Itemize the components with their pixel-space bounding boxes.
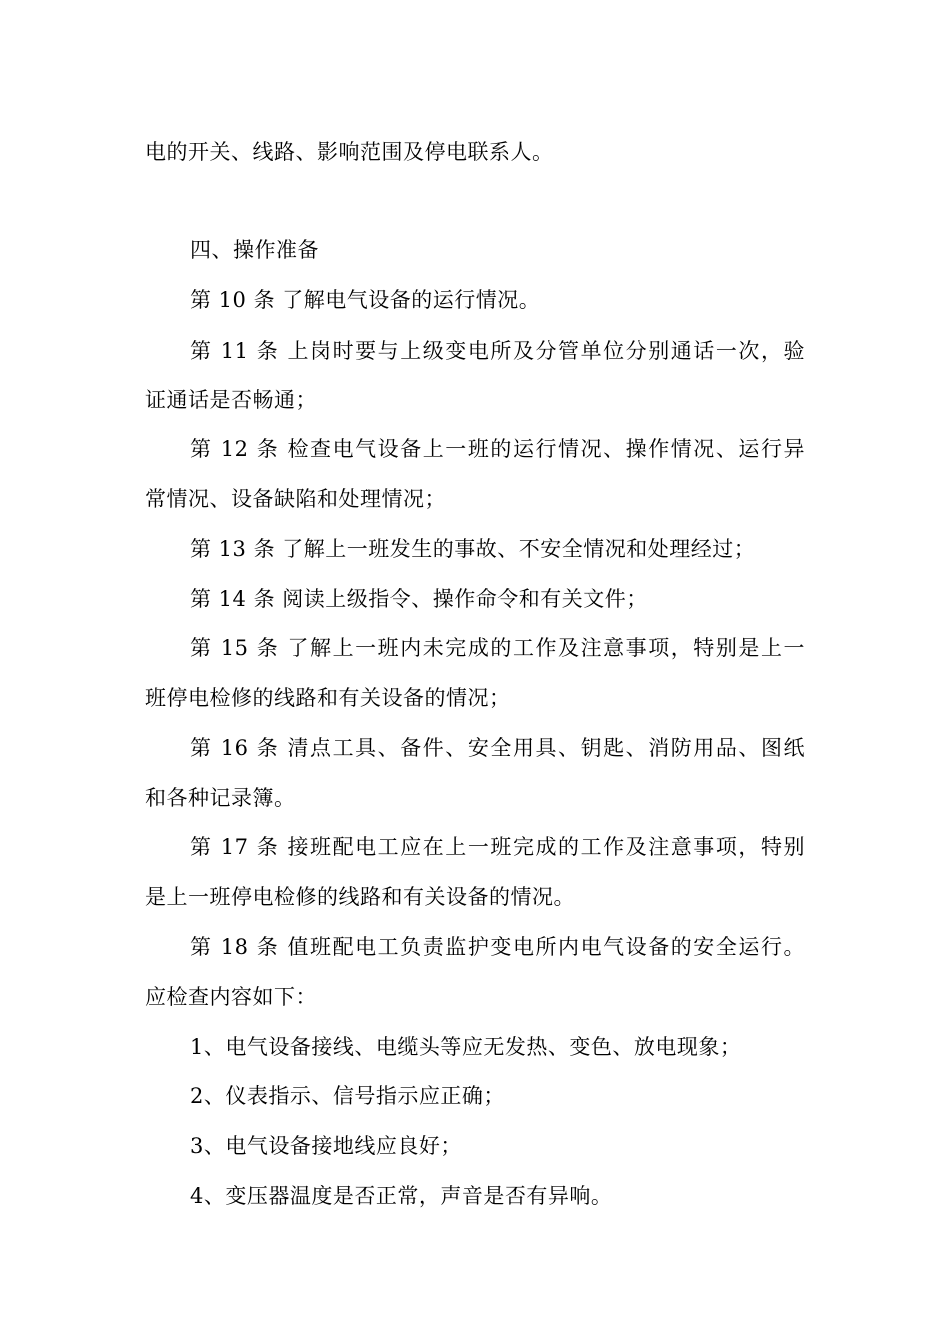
check-item-1: 1、电气设备接线、电缆头等应无发热、变色、放电现象；	[190, 1035, 742, 1059]
article-18-cont: 应检查内容如下：	[145, 985, 317, 1009]
section-heading: 四、操作准备	[190, 238, 319, 262]
check-item-4: 4、变压器温度是否正常，声音是否有异响。	[190, 1184, 613, 1208]
article-14: 第 14 条 阅读上级指令、操作命令和有关文件；	[190, 587, 648, 611]
article-16-cont: 和各种记录簿。	[145, 786, 296, 810]
article-12-cont: 常情况、设备缺陷和处理情况；	[145, 487, 446, 511]
article-12: 第 12 条 检查电气设备上一班的运行情况、操作情况、运行异	[190, 437, 805, 461]
article-13: 第 13 条 了解上一班发生的事故、不安全情况和处理经过；	[190, 537, 756, 561]
article-15-cont: 班停电检修的线路和有关设备的情况；	[145, 686, 511, 710]
article-16: 第 16 条 清点工具、备件、安全用具、钥匙、消防用品、图纸	[190, 736, 805, 760]
article-18: 第 18 条 值班配电工负责监护变电所内电气设备的安全运行。	[190, 935, 805, 959]
check-item-2: 2、仪表指示、信号指示应正确；	[190, 1084, 505, 1108]
paragraph-line: 电的开关、线路、影响范围及停电联系人。	[145, 140, 554, 164]
article-10: 第 10 条 了解电气设备的运行情况。	[190, 288, 541, 312]
article-11-cont: 证通话是否畅通；	[145, 388, 317, 412]
check-item-3: 3、电气设备接地线应良好；	[190, 1134, 462, 1158]
article-17: 第 17 条 接班配电工应在上一班完成的工作及注意事项，特别	[190, 835, 805, 859]
article-11: 第 11 条 上岗时要与上级变电所及分管单位分别通话一次，验	[190, 339, 805, 363]
article-15: 第 15 条 了解上一班内未完成的工作及注意事项，特别是上一	[190, 636, 805, 660]
article-17-cont: 是上一班停电检修的线路和有关设备的情况。	[145, 885, 575, 909]
